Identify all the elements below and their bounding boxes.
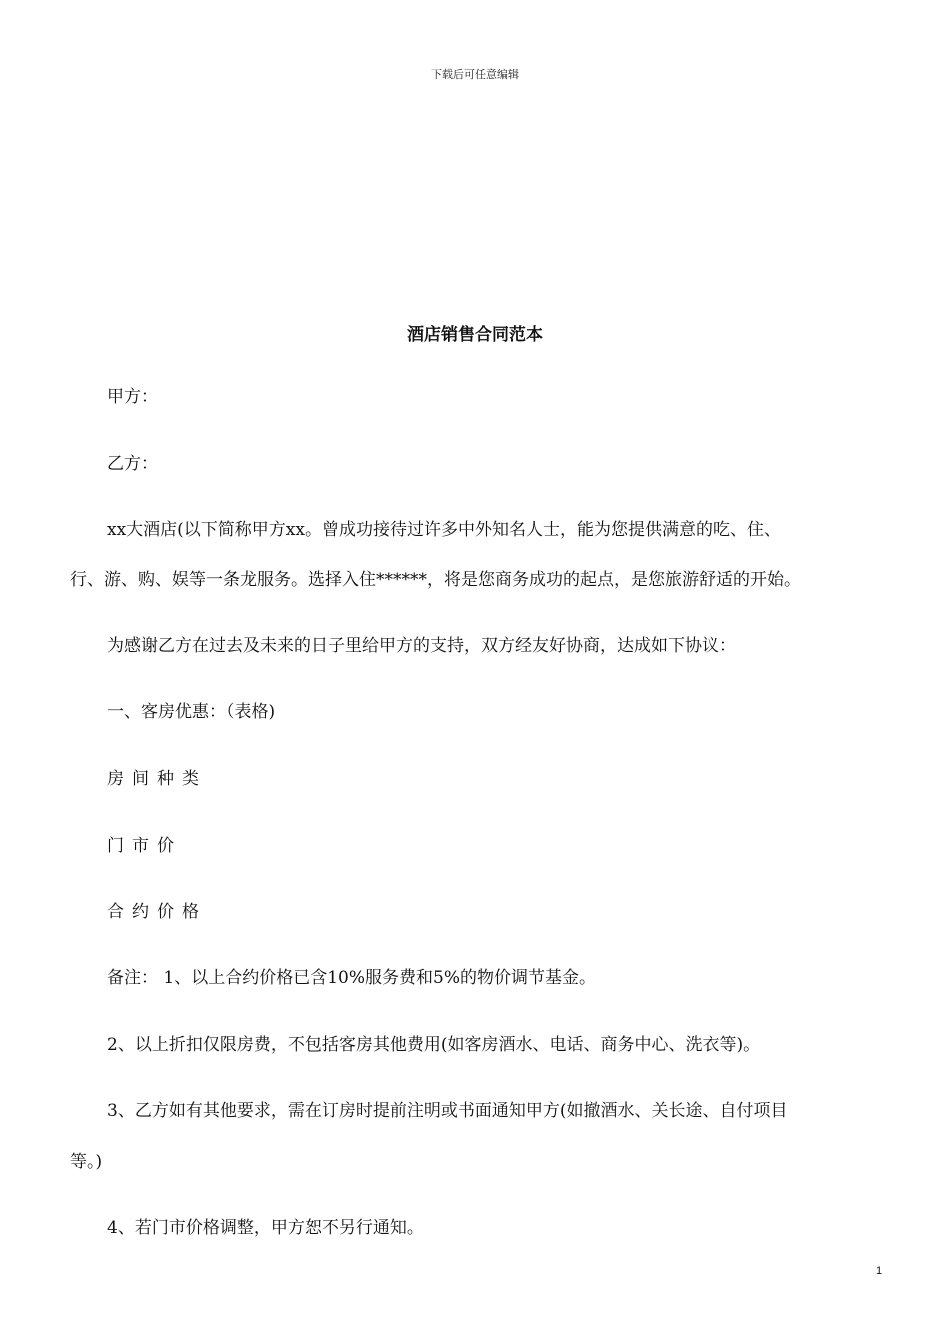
header-note: 下载后可任意编辑 xyxy=(431,68,519,81)
party-a-line: 甲方： xyxy=(107,387,158,407)
note-3-line1: 3、乙方如有其他要求，需在订房时提前注明或书面通知甲方(如撤酒水、关长途、自付项目 xyxy=(107,1101,788,1121)
note-1: 备注： 1、以上合约价格已含10%服务费和5%的物价调节基金。 xyxy=(107,968,596,988)
note-4: 4、若门市价格调整，甲方恕不另行通知。 xyxy=(107,1218,424,1238)
intro-paragraph-line1: xx大酒店(以下简称甲方xx。曾成功接待过许多中外知名人士，能为您提供满意的吃、住、 xyxy=(107,520,781,540)
thanks-paragraph: 为感谢乙方在过去及未来的日子里给甲方的支持，双方经友好协商，达成如下协议： xyxy=(107,636,736,656)
document-title: 酒店销售合同范本 xyxy=(407,325,543,345)
intro-paragraph-line2: 行、游、购、娱等一条龙服务。选择入住******，将是您商务成功的起点，是您旅游舒适的开始。 xyxy=(70,570,801,590)
rack-rate-label: 门市价 xyxy=(107,836,182,856)
room-type-label: 房间种类 xyxy=(107,769,207,789)
party-b-line: 乙方： xyxy=(107,454,158,474)
section-1-heading: 一、客房优惠：（表格) xyxy=(107,702,276,722)
note-3-line2: 等。) xyxy=(70,1152,103,1172)
contract-price-label: 合约价格 xyxy=(107,902,207,922)
page-number: 1 xyxy=(876,1265,883,1277)
note-2: 2、以上折扣仅限房费，不包括客房其他费用(如客房酒水、电话、商务中心、洗衣等)。 xyxy=(107,1035,761,1055)
